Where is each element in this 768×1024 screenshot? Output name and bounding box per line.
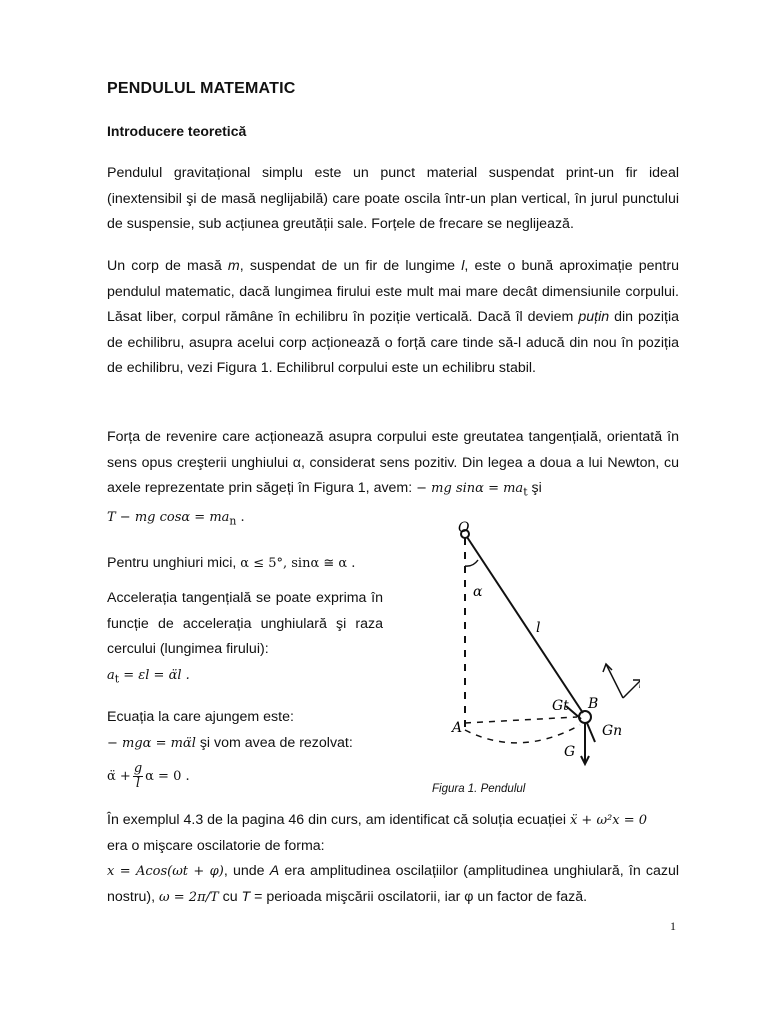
text-run: Un corp de masă: [107, 258, 228, 274]
paragraph-example: [107, 808, 679, 859]
label-Gn: Gn: [602, 723, 623, 739]
pendulum-figure: [440, 520, 640, 780]
text-run-italic: A: [269, 863, 280, 879]
equation-acceleration: [107, 667, 190, 686]
subscript: t: [114, 672, 120, 686]
label-G: G: [564, 744, 576, 760]
text-run: În exemplul 4.3 de la pagina 46 din curs, am identificat că soluția ecuației: [107, 812, 567, 828]
equation-oscillator: ẍ + ω²x = 0: [569, 813, 648, 828]
equation-solution: x = Acos(ωt + φ): [107, 864, 224, 879]
horizontal-dashed-line: [465, 717, 577, 723]
equation-text: T − mg cosα = ma: [107, 510, 230, 526]
equation-omega: ω = 2π/T: [159, 889, 219, 905]
text-run: Pentru unghiuri mici,: [107, 555, 237, 571]
text-run: , este o bună aproximație pentru pendulul matematic, dacă lungimea firului este mult mai mare decât dimensiunile corpului. Lăsat liber, corpul rămâne în echilibru în poziție verticală. Dacă îl deviem: [107, 258, 679, 326]
numerator: g: [133, 761, 143, 776]
equation-text: a: [107, 667, 115, 683]
subscript: n: [229, 514, 237, 528]
fraction: [133, 762, 143, 791]
label-O: O: [458, 520, 470, 536]
equation-small-angle: α ≤ 5°, sinα ≅ α .: [240, 556, 356, 571]
page-title: PENDULUL MATEMATIC: [107, 80, 296, 97]
equation-text: = εl = α̈l .: [119, 667, 190, 683]
equation-tangential: [416, 481, 528, 499]
text-run: Ecuația la care ajungem este:: [107, 709, 294, 725]
paragraph-acceleration: [107, 586, 383, 692]
paragraph-body: [107, 254, 679, 382]
text-run: era amplitudinea oscilațiilor (amplitudinea unghiulară, în cazul nostru),: [107, 863, 680, 905]
equation-normal: T − mg $\cos\alpha = ma_n$ .: [107, 510, 245, 528]
paragraph-force: [107, 425, 679, 535]
text-run: , suspendat de un fir de lungime: [239, 258, 462, 274]
differential-equation: [107, 762, 190, 791]
label-Gt: Gt: [552, 698, 569, 714]
text-run: şi vom avea de rezolvat:: [199, 734, 353, 751]
text-run: era o mişcare oscilatorie de forma:: [107, 837, 325, 854]
equation-text: α̈ +: [107, 769, 131, 784]
text-run-italic: l: [461, 258, 465, 274]
figure-caption: Figura 1. Pendulul: [432, 783, 526, 795]
equation-text: − mg sinα = ma: [416, 481, 524, 497]
denominator: l: [135, 776, 141, 791]
paragraph-intro: Pendulul gravitațional simplu este un punct material suspendat print-un fir ideal (inextensibil şi de masă neglijabilă) care poate oscila într-un plan vertical, în jurul punctului de suspensie, sub acțiunea greutății sale. Forțele de frecare se neglijează.: [107, 165, 679, 233]
text-run: din poziția de echilibru, asupra acelui corp acționează o forță care tinde să-l aducă din nou în poziția de echilibru, vezi Figura 1. Echilibrul corpului este un echilibru stabil.: [107, 309, 680, 377]
equation-text: α = 0 .: [145, 769, 190, 784]
axis-tangential: [623, 680, 640, 698]
text-run: = perioada mişcării oscilatorii, iar φ un factor de fază.: [250, 888, 588, 905]
text-run: Forța de revenire care acționează asupra corpului este greutatea tangențială, orientată în sens opus creşterii unghiului α, considerat sens pozitiv. Din legea a doua a lui Newton, cu axele reprezentate prin săgeți în Figura 1, avem:: [107, 429, 679, 497]
trajectory-arc: [465, 725, 580, 743]
label-l: l: [536, 620, 541, 636]
text-run-italic: puțin: [578, 309, 610, 326]
small-angle-line: [107, 551, 355, 577]
normal-vector: [587, 723, 595, 742]
pendulum-bob: [579, 711, 591, 723]
text-run: Accelerația tangențială se poate exprima în funcție de accelerația unghiulară şi raza cercului (lungimea firului):: [107, 590, 383, 658]
equation-motion: [107, 736, 196, 751]
subscript: t: [523, 485, 528, 499]
section-heading: Introducere teoretică: [107, 123, 247, 139]
text-run: cu: [218, 888, 242, 905]
text-run-italic: T: [241, 888, 251, 905]
angle-arc: [465, 560, 478, 566]
pendulum-string: [467, 537, 583, 713]
paragraph-equation: [107, 705, 383, 756]
text-run: , unde: [223, 863, 270, 879]
paragraph-solution: [107, 859, 679, 910]
label-A: A: [452, 720, 463, 736]
axis-normal: [606, 664, 623, 698]
equation-text: − mgα = mα̈l: [107, 735, 196, 751]
page-number: 1: [670, 919, 676, 933]
text-run-italic: m: [227, 258, 240, 274]
text-run: şi: [531, 480, 542, 497]
label-B: B: [588, 696, 599, 712]
label-alpha: α: [473, 584, 483, 600]
